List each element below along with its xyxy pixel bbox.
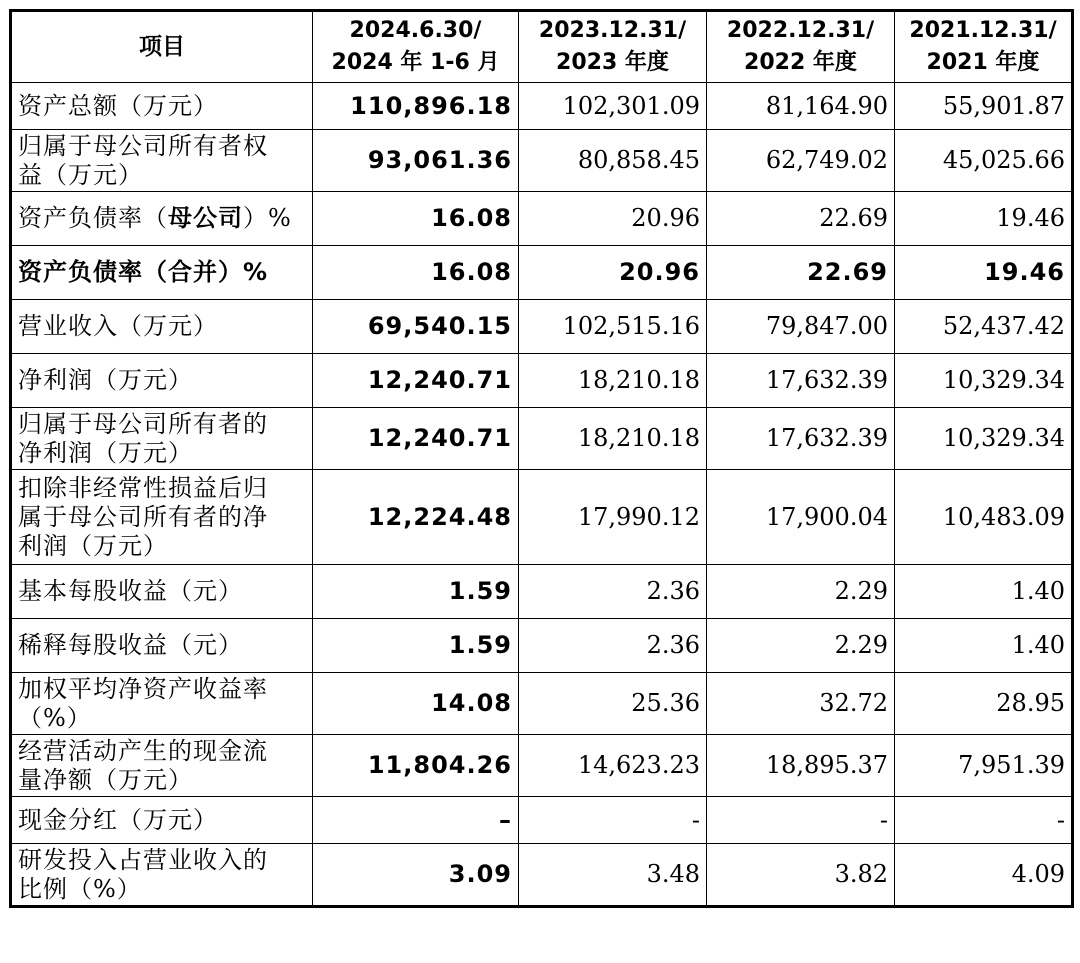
row-label-line: 比例（%） xyxy=(18,874,142,903)
value-2024h1: 1.59 xyxy=(313,619,519,673)
row-label-line: 属于母公司所有者的净 xyxy=(18,502,268,531)
table-row-basic-eps xyxy=(11,565,1073,619)
table-header-row xyxy=(11,11,1073,83)
row-label xyxy=(11,300,313,354)
row-label xyxy=(11,470,313,565)
row-label-line: 归属于母公司所有者的 xyxy=(18,409,268,438)
row-label-line: 加权平均净资产收益率 xyxy=(18,674,268,703)
value-2021: 19.46 xyxy=(895,246,1073,300)
row-label-emphasis: 母公司 xyxy=(168,204,243,232)
value-2021: 7,951.39 xyxy=(895,735,1073,797)
value-2024h1: 93,061.36 xyxy=(313,130,519,192)
value-2022: - xyxy=(707,797,895,844)
row-label xyxy=(11,130,313,192)
value-2022: 17,900.04 xyxy=(707,470,895,565)
row-label-line: 归属于母公司所有者权 xyxy=(18,131,268,160)
row-label xyxy=(11,354,313,408)
row-label xyxy=(11,83,313,130)
financial-table-container xyxy=(9,9,1074,908)
header-period-date: 2024.6.30/ xyxy=(349,18,482,43)
row-label xyxy=(11,408,313,470)
value-2024h1: 11,804.26 xyxy=(313,735,519,797)
row-label-line: 资产总额（万元） xyxy=(18,91,218,120)
value-2021: 4.09 xyxy=(895,844,1073,907)
value-2022: 2.29 xyxy=(707,619,895,673)
value-2023: 2.36 xyxy=(519,565,707,619)
table-row-operating-cash-flow xyxy=(11,735,1073,797)
row-label-line: 量净额（万元） xyxy=(18,765,193,794)
row-label-line: 现金分红（万元） xyxy=(18,805,218,834)
table-row-weighted-roe xyxy=(11,673,1073,735)
table-row-rd-ratio xyxy=(11,844,1073,907)
header-item: 项目 xyxy=(11,11,313,83)
value-2024h1: – xyxy=(313,797,519,844)
row-label xyxy=(11,192,313,246)
header-period-range: 2021 年度 xyxy=(926,50,1040,75)
header-period-2022 xyxy=(707,11,895,83)
value-2022: 18,895.37 xyxy=(707,735,895,797)
header-period-date: 2023.12.31/ xyxy=(538,18,687,43)
value-2023: 14,623.23 xyxy=(519,735,707,797)
value-2022: 32.72 xyxy=(707,673,895,735)
value-2021: 1.40 xyxy=(895,565,1073,619)
value-2022: 3.82 xyxy=(707,844,895,907)
table-row-debt-ratio-consolidated xyxy=(11,246,1073,300)
value-2021: 52,437.42 xyxy=(895,300,1073,354)
row-label xyxy=(11,673,313,735)
header-period-range: 2023 年度 xyxy=(556,50,669,75)
value-2024h1: 69,540.15 xyxy=(313,300,519,354)
row-label-suffix: ）% xyxy=(243,204,292,232)
value-2024h1: 12,240.71 xyxy=(313,408,519,470)
row-label-line: （%） xyxy=(18,703,92,732)
header-period-range: 2024 年 1-6 月 xyxy=(331,50,500,75)
value-2021: 10,329.34 xyxy=(895,408,1073,470)
value-2022: 81,164.90 xyxy=(707,83,895,130)
header-period-date: 2021.12.31/ xyxy=(909,18,1057,43)
row-label xyxy=(11,844,313,907)
table-row-cash-dividend xyxy=(11,797,1073,844)
financial-summary-table xyxy=(9,9,1074,908)
value-2023: 18,210.18 xyxy=(519,408,707,470)
value-2024h1: 14.08 xyxy=(313,673,519,735)
value-2021: 45,025.66 xyxy=(895,130,1073,192)
value-2022: 22.69 xyxy=(707,246,895,300)
table-row-revenue xyxy=(11,300,1073,354)
value-2024h1: 12,240.71 xyxy=(313,354,519,408)
row-label-line: 稀释每股收益（元） xyxy=(18,631,243,659)
row-label-line: 资产负债率（合并）% xyxy=(18,258,269,286)
value-2024h1: 16.08 xyxy=(313,246,519,300)
value-2024h1: 1.59 xyxy=(313,565,519,619)
header-period-2021 xyxy=(895,11,1073,83)
value-2021: 19.46 xyxy=(895,192,1073,246)
table-row-equity-attributable xyxy=(11,130,1073,192)
row-label xyxy=(11,619,313,673)
value-2023: 18,210.18 xyxy=(519,354,707,408)
header-period-2023 xyxy=(519,11,707,83)
value-2021: 10,329.34 xyxy=(895,354,1073,408)
value-2022: 2.29 xyxy=(707,565,895,619)
value-2023: 25.36 xyxy=(519,673,707,735)
value-2024h1: 110,896.18 xyxy=(313,83,519,130)
value-2024h1: 3.09 xyxy=(313,844,519,907)
table-row-diluted-eps xyxy=(11,619,1073,673)
row-label-prefix: 资产负债率（ xyxy=(18,204,168,232)
row-label-line: 经营活动产生的现金流 xyxy=(18,736,268,765)
value-2021: 28.95 xyxy=(895,673,1073,735)
row-label-line: 基本每股收益（元） xyxy=(18,577,243,605)
value-2023: 102,515.16 xyxy=(519,300,707,354)
row-label xyxy=(11,246,313,300)
table-row-net-profit-attributable xyxy=(11,408,1073,470)
value-2022: 17,632.39 xyxy=(707,408,895,470)
value-2022: 17,632.39 xyxy=(707,354,895,408)
row-label-line: 净利润（万元） xyxy=(18,438,193,467)
value-2023: 3.48 xyxy=(519,844,707,907)
value-2023: 2.36 xyxy=(519,619,707,673)
header-period-date: 2022.12.31/ xyxy=(726,18,875,43)
row-label-line: 扣除非经常性损益后归 xyxy=(18,473,268,502)
value-2022: 22.69 xyxy=(707,192,895,246)
row-label xyxy=(11,565,313,619)
row-label xyxy=(11,797,313,844)
table-row-net-profit-excluding-nonrecurring xyxy=(11,470,1073,565)
value-2023: 20.96 xyxy=(519,246,707,300)
value-2023: 80,858.45 xyxy=(519,130,707,192)
row-label xyxy=(11,735,313,797)
value-2021: - xyxy=(895,797,1073,844)
value-2023: 17,990.12 xyxy=(519,470,707,565)
row-label-line: 益（万元） xyxy=(18,160,143,189)
row-label-line: 营业收入（万元） xyxy=(18,312,218,340)
row-label-line: 研发投入占营业收入的 xyxy=(18,845,268,874)
header-period-range: 2022 年度 xyxy=(744,50,857,75)
value-2024h1: 16.08 xyxy=(313,192,519,246)
value-2023: 20.96 xyxy=(519,192,707,246)
header-period-2024h1 xyxy=(313,11,519,83)
row-label-line: 利润（万元） xyxy=(18,531,168,560)
value-2021: 55,901.87 xyxy=(895,83,1073,130)
value-2023: - xyxy=(519,797,707,844)
value-2023: 102,301.09 xyxy=(519,83,707,130)
table-row-debt-ratio-parent xyxy=(11,192,1073,246)
value-2022: 62,749.02 xyxy=(707,130,895,192)
value-2024h1: 12,224.48 xyxy=(313,470,519,565)
table-row-net-profit xyxy=(11,354,1073,408)
table-row-total-assets xyxy=(11,83,1073,130)
row-label-line: 净利润（万元） xyxy=(18,366,193,394)
value-2021: 1.40 xyxy=(895,619,1073,673)
value-2022: 79,847.00 xyxy=(707,300,895,354)
value-2021: 10,483.09 xyxy=(895,470,1073,565)
